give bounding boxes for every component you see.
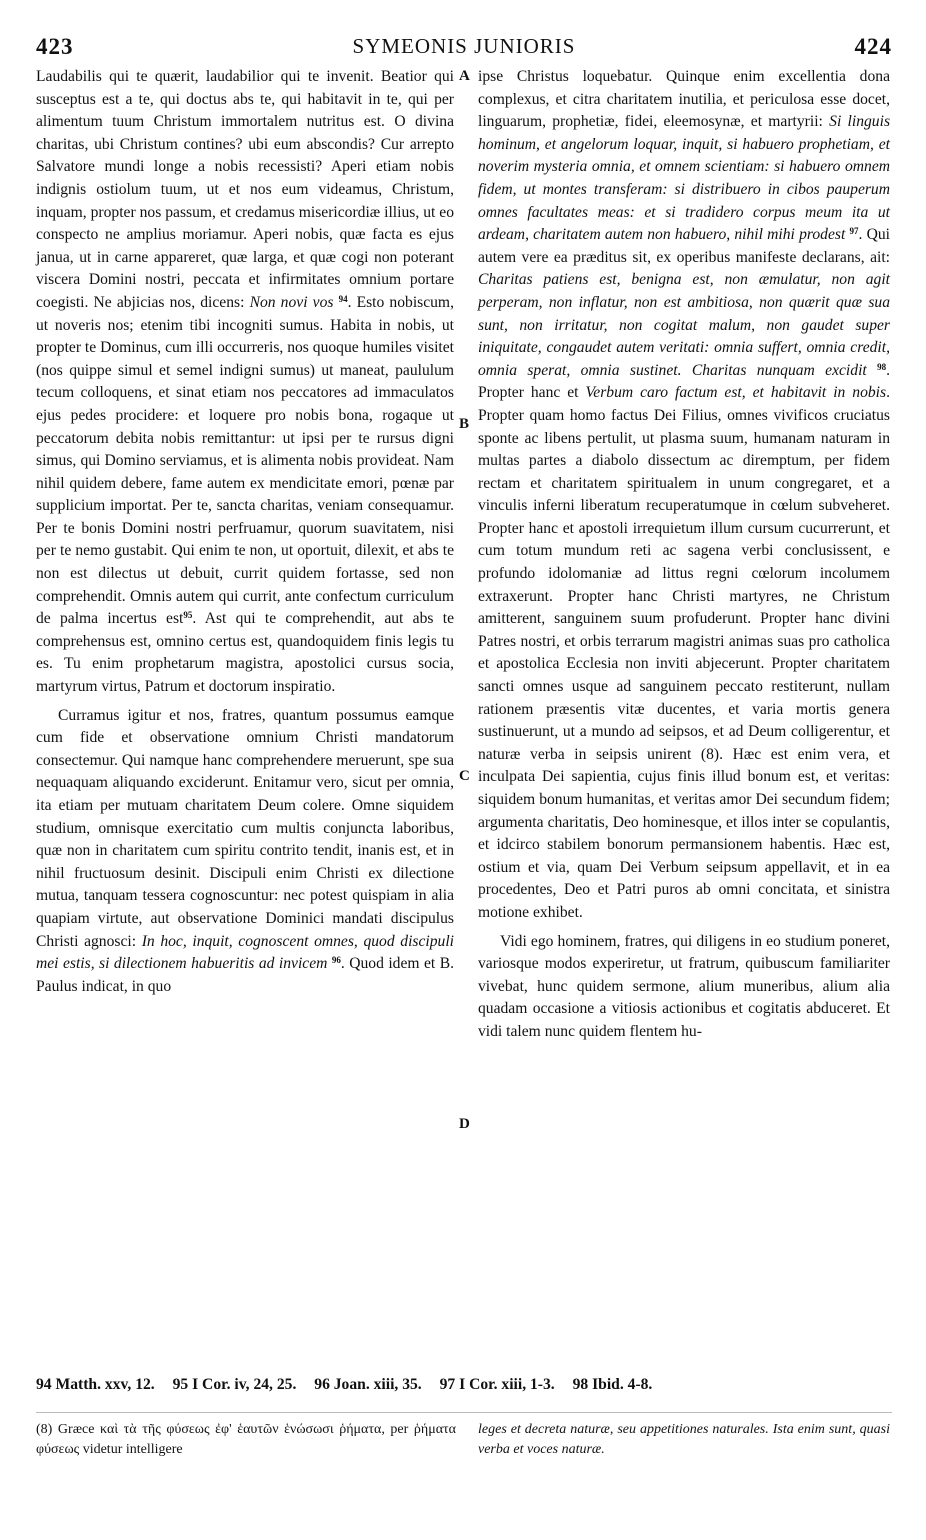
text-run: ipse Christus loquebatur. Quinque enim excellentia dona complexus, et citra charitatem inutilia, et periculosa esse docet, linguarum, prophetiæ, fidei, eleemosynæ, et martyrii: bbox=[478, 68, 890, 131]
text-run: . Propter hanc et bbox=[478, 361, 890, 402]
text-run: . Propter quam homo factus Dei Filius, omnes vivificos cruciatus sponte ac libens pertulit, ut plasma suum, humanam naturam in multas partes a diabolo dissectum ac diremptum, per fidem rectam et charitatem spiritualem in unum congregaret, et a vinculis inferni liberatum recuperatumque in cœlum subveheret. Propter hanc et apostoli irrequietum illum cursum cucurrerunt, et cum totum mundum reti ac sagena verbi conclusissent, e profundo idolomaniæ ad littus regni cœlorum incolumem extraxerunt. Propter hanc Christi martyres, ne Christum amitterent, sanguinem suum profuderunt. Propter hanc divini Patres nostri, et orbis terrarum magistri animas suas pro catholica et apostolica Ecclesia non inviti abjecerunt. Propter charitatem sancti omnes usque ad sanguinem peccato restiterunt, nullam rationem præsentis vitæ ducentes, et varia mortis genera sustinuerunt, ut a mundo ad seipsos, et ad Deum colligerentur, et naturæ verba in seipsis unirent (8). Hæc est enim vera, et inculpata Dei sapientia, cujus finis illud bonum est, et veritas: siquidem bonum humanitas, et veritas amor Dei secundum fidem; argumenta charitatis, Deo hominesque, et illos inter se copulantis, et idcirco stabilem bonorum permansionem habentis. Hæc est, ostium et via, quam Dei Verbum seipsum appellavit, et in ea procedentes, Deo et Patri puros ab omni concitata, et sinistra motione exhibet. bbox=[478, 384, 890, 921]
section-marker-a: A bbox=[459, 68, 470, 84]
footnote-ref: 98 bbox=[877, 361, 887, 372]
footnote: 98 Ibid. 4-8. bbox=[572, 1376, 653, 1393]
editor-note-left: (8) Græce καὶ τὰ τῆς φύσεως ἐφ' ἑαυτῶν ἑνώσωσι ῥήματα, per ῥήματα φύσεως videtur intelligere bbox=[36, 1422, 456, 1457]
text-run: . Quod idem et B. Paulus indicat, in quo bbox=[36, 955, 454, 995]
text-run: . Ast qui te comprehendit, aut abs te comprehensus est, omnino certus est, quandoquidem finis legis tu es. Tu enim prophetarum magistra, apostolici cursus socia, martyrum virtus, Patrum et doctorum inspiratio. bbox=[36, 610, 454, 696]
text-run: . Qui autem vere ea præditus sit, ex operibus manifeste declarans, ait: bbox=[478, 226, 891, 266]
scripture-quote: Verbum caro factum est, et habitavit in nobis bbox=[585, 384, 887, 402]
scripture-quote: Non novi vos bbox=[249, 293, 334, 311]
page-header bbox=[36, 34, 892, 64]
page-number-left: 423 bbox=[36, 34, 74, 59]
section-marker-b: B bbox=[459, 416, 470, 432]
footnote-ref: 96 bbox=[331, 955, 341, 966]
footnote-ref: 97 bbox=[849, 226, 859, 237]
paragraph bbox=[478, 931, 890, 1044]
paragraph bbox=[36, 66, 454, 699]
footnote: 94 Matth. xxv, 12. bbox=[36, 1376, 155, 1393]
section-marker-d: D bbox=[459, 1116, 470, 1132]
scripture-quote: Si linguis hominum, et angelorum loquar, inquit, si habuero prophetiam, et noverim mysteria omnia, et omnem scientiam: si habuero omnem fidem, ut montes transferam: si distribuero in cibos pauperum omnes facultates meas: et si tradidero corpus meum ita ut ardeam, charitatem autem non habuero, nihil mihi prodest bbox=[478, 113, 891, 244]
scripture-quote: Charitas patiens est, benigna est, non æmulatur, non agit perperam, non inflatur, non est ambitiosa, non quærit quæ sua sunt, non irritatur, non cogitat malum, non gaudet super iniquitate, congaudet autem veritati: omnia suffert, omnia credit, omnia sperat, omnia sustinet. Charitas nunquam excidit bbox=[478, 271, 890, 379]
paragraph bbox=[36, 705, 454, 999]
paragraph bbox=[478, 66, 890, 925]
scripture-quote: In hoc, inquit, cognoscent omnes, quod discipuli mei estis, si dilectionem habueritis ad invicem bbox=[36, 932, 454, 973]
footnote-ref: 94 bbox=[338, 293, 348, 304]
text-run: . Esto nobiscum, ut noveris nos; etenim tibi incogniti sumus. Habita in nobis, ut propter te Dominus, cum illi occurreris, nos quoque humiles visitet (nos quippe simul et semel indigni sumus) ut maneat, paululum tecum colloquens, et sinat etiam nos peccatores ad immaculatos ejus pedes procidere: et loquere pro nobis bona, rogaque ut peccatorum debita nobis remittantur: ut ipsi per te rursus digni simus, qui Domino serviamus, et is alimenta nobis provideat. Nam nihil quidem debere, fame autem ex mendicitate emori, pœnæ par supplicium importat. Per te, sancta charitas, veniam consequamur. Per te bonis Domini nostri perfruamur, quorum suavitatem, nisi per te nemo gustabit. Qui enim te non, ut oportuit, dilexit, et abs te non est dilectus ut debuit, currit quidem fortasse, sed non comprehendit. Omnis autem qui currit, ante confectum curriculum de palma incertus est bbox=[36, 293, 454, 628]
footnote: 96 Joan. xiii, 35. bbox=[314, 1376, 422, 1393]
footnote-ref: 95 bbox=[183, 610, 193, 621]
footnote-divider bbox=[36, 1412, 892, 1413]
footnote: 97 I Cor. xiii, 1-3. bbox=[439, 1376, 555, 1393]
page-number-right: 424 bbox=[854, 34, 892, 59]
text-run: Laudabilis qui te quærit, laudabilior qui te invenit. Beatior qui susceptus est a te, qui doctus abs te, qui habitavit in te, qui per alimentum tuum Christum immortalem nutritus est. O divina charitas, ubi Christum contines? ubi eum abscondis? Cur arrepto Salvatore mundi longe a nobis recessisti? Aperi etiam nobis indignis ostiolum tuum, ut et nos eum videamus, Christum, inquam, propter nos passum, et credamus misericordiæ illius, ut eo conspecto ne amplius moriamur. Aperi nobis, quæ facta es ejus janua, ut in carne appareret, quæ larga, et quæ cogi non poterant viscera Domini nostri, peccata et infirmitates omnium portare coegisti. Ne abjicias nos, dicens: bbox=[36, 68, 454, 311]
text-run: Curramus igitur et nos, fratres, quantum possumus eamque cum fide et observatione omnium Christi mandatorum consectemur. Qui namque hanc comprehendere meruerunt, spe sua nequaquam aliquando exciderunt. Enitamur vero, sicut per omnia, ita etiam per mutuam charitatem Deum colere. Omne siquidem studium, omnisque exercitatio cum multis conjuncta laboribus, quæ non in charitatem cum spiritu contrito tendit, inanis est, et in nihil fructuosum desinit. Discipuli enim Christi ex dilectione mutua, tanquam tessera cognoscuntur: nec potest quispiam in alia quapiam virtute, aut observatione Dominici mandati discipulus Christi agnosci: bbox=[36, 706, 454, 950]
right-column bbox=[478, 66, 890, 1044]
footnote: 95 I Cor. iv, 24, 25. bbox=[172, 1376, 297, 1393]
text-run: Vidi ego hominem, fratres, qui diligens in eo studium poneret, variosque modos experiretur, ut fratrum, quibuscum familiariter vivebat, hunc quidem sermone, alium muneribus, alium alia quadam occasione a vitiosis actionibus et cogitatis abduceret. Et vidi talem nunc quidem flentem hu- bbox=[478, 932, 890, 1040]
running-title: SYMEONIS JUNIORIS bbox=[352, 34, 576, 58]
footnotes bbox=[36, 1376, 892, 1394]
editor-note-right: leges et decreta naturæ, seu appetitiones naturales. Ista enim sunt, quasi verba et voces naturæ. bbox=[478, 1422, 890, 1457]
left-column bbox=[36, 66, 454, 998]
section-marker-c: C bbox=[459, 768, 470, 784]
